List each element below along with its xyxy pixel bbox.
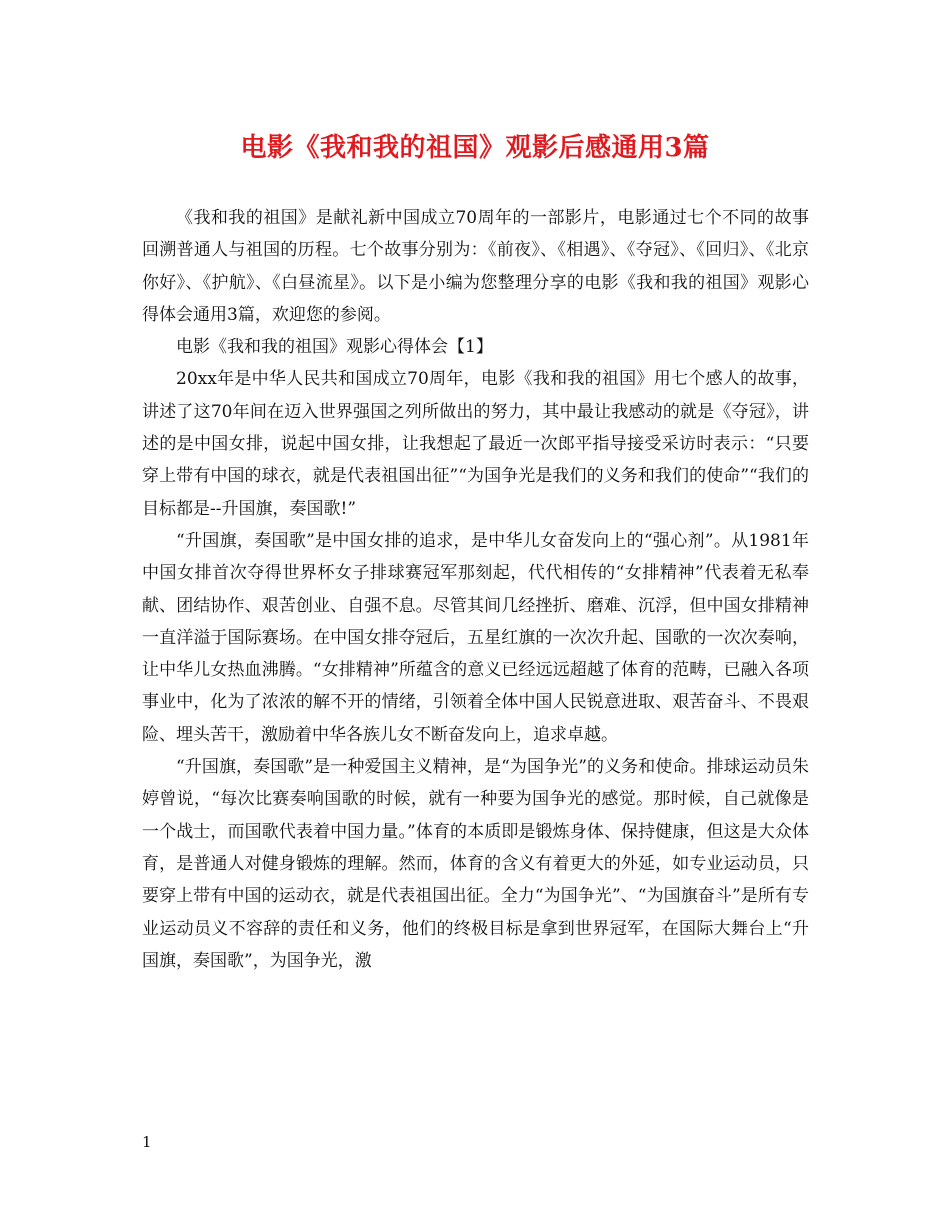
body-paragraph: “升国旗，奏国歌”是中国女排的追求，是中华儿女奋发向上的“强心剂”。从1981年中国女排首次夺得世界杯女子排球赛冠军那刻起，代代相传的“女排精神”代表着无私奉献、团结协作、艰苦创业、自强不息。尽管其间几经挫折、磨难、沉浮，但中国女排精神一直洋溢于国际赛场。在中国女排夺冠后，五星红旗的一次次升起、国歌的一次次奏响，让中华儿女热血沸腾。“女排精神”所蕴含的意义已经远远超越了体育的范畴，已融入各项事业中，化为了浓浓的解不开的情绪，引领着全体中国人民锐意进取、艰苦奋斗、不畏艰险、埋头苦干，激励着中华各族儿女不断奋发向上，追求卓越。 [142, 530, 809, 745]
body-paragraph: “升国旗，奏国歌”是一种爱国主义精神，是“为国争光”的义务和使命。排球运动员朱婷曾说，“每次比赛奏响国歌的时候，就有一种要为国争光的感觉。那时候，自己就像是一个战士，而国歌代表着中国力量。”体育的本质即是锻炼身体、保持健康，但这是大众体育，是普通人对健身锻炼的理解。然而，体育的含义有着更大的外延，如专业运动员，只要穿上带有中国的运动衣，就是代表祖国出征。全力“为国争光”、“为国旗奋斗”是所有专业运动员义不容辞的责任和义务，他们的终极目标是拿到世界冠军，在国际大舞台上“升国旗，奏国歌”，为国争光，激 [142, 757, 809, 971]
page-number: 1 [142, 1133, 152, 1151]
section-heading: 电影《我和我的祖国》观影心得体会【1】 [176, 337, 493, 358]
document-title: 电影《我和我的祖国》观影后感通用3篇 [240, 133, 710, 163]
intro-paragraph: 《我和我的祖国》是献礼新中国成立70周年的一部影片，电影通过七个不同的故事回溯普通人与祖国的历程。七个故事分别为：《前夜》、《相遇》、《夺冠》、《回归》、《北京你好》、《护航》、《白昼流星》。以下是小编为您整理分享的电影《我和我的祖国》观影心得体会通用3篇，欢迎您的参阅。 [142, 208, 809, 325]
document-body [142, 202, 809, 977]
body-paragraph: 20xx年是中华人民共和国成立70周年，电影《我和我的祖国》用七个感人的故事，讲述了这70年间在迈入世界强国之列所做出的努力，其中最让我感动的就是《夺冠》，讲述的是中国女排，说起中国女排，让我想起了最近一次郎平指导接受采访时表示：“只要穿上带有中国的球衣，就是代表祖国出征”“为国争光是我们的义务和我们的使命”“我们的目标都是--升国旗，奏国歌!” [142, 369, 809, 519]
